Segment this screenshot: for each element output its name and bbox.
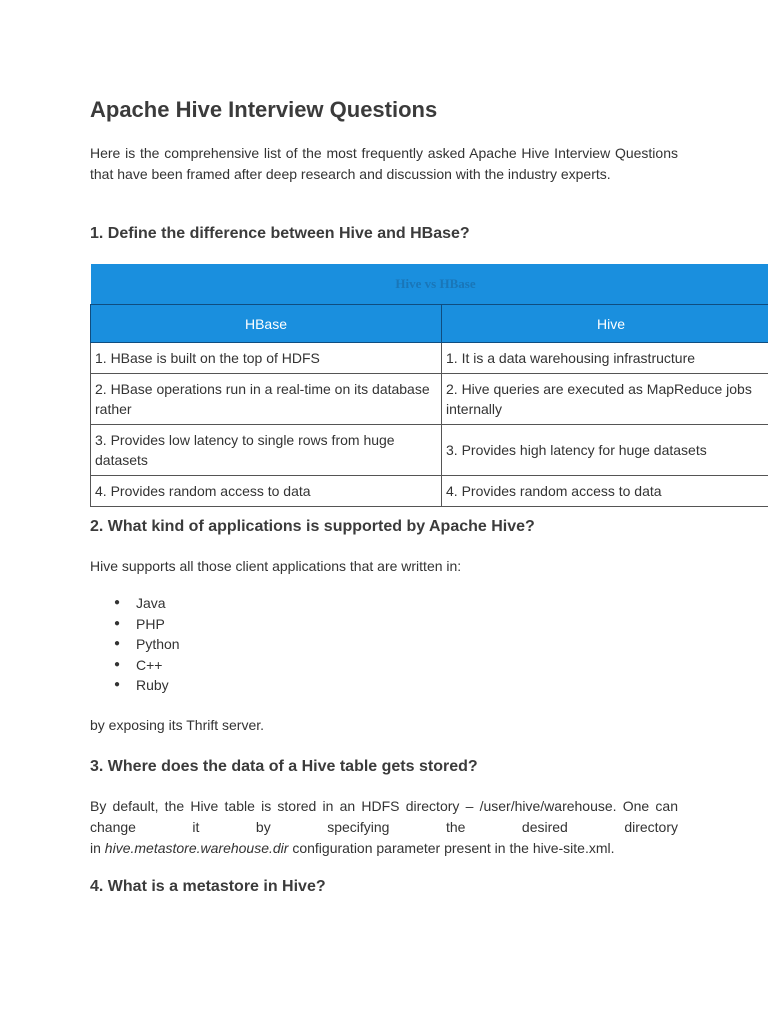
question-2-heading: 2. What kind of applications is supported by Apache Hive? — [90, 518, 535, 535]
table-cell: 1. HBase is built on the top of HDFS — [91, 343, 442, 374]
column-header-hbase: HBase — [91, 305, 442, 343]
list-item-label: PHP — [136, 615, 165, 632]
table-cell: 4. Provides random access to data — [442, 476, 768, 507]
list-item — [90, 614, 180, 635]
bullet-icon: ● — [114, 617, 121, 629]
table-cell: 2. HBase operations run in a real-time on its database rather — [91, 374, 442, 425]
table-cell: 2. Hive queries are executed as MapReduce jobs internally — [442, 374, 768, 425]
question-4-heading: 4. What is a metastore in Hive? — [90, 878, 326, 895]
hive-vs-hbase-table — [90, 264, 768, 507]
answer-3-prefix: in — [90, 840, 105, 856]
question-3-heading: 3. Where does the data of a Hive table gets stored? — [90, 758, 478, 775]
list-item-label: C++ — [136, 656, 163, 673]
table-cell: 1. It is a data warehousing infrastructure — [442, 343, 768, 374]
bullet-icon: ● — [114, 658, 121, 670]
table-row — [91, 425, 768, 476]
answer-3-line-3 — [90, 838, 678, 859]
list-item — [90, 675, 180, 696]
answer-3-paragraph — [90, 796, 678, 859]
answer-2-tail: by exposing its Thrift server. — [90, 717, 265, 733]
table-row — [91, 476, 768, 507]
table-row — [91, 374, 768, 425]
table-row — [91, 343, 768, 374]
list-item-label: Python — [136, 636, 180, 653]
page-title: Apache Hive Interview Questions — [90, 97, 438, 122]
language-list — [90, 593, 180, 696]
answer-3-line-2: change it by specifying the desired directory — [90, 819, 678, 835]
list-item-label: Java — [136, 595, 166, 611]
answer-2-lead: Hive supports all those client applications that are written in: — [90, 558, 462, 574]
bullet-icon: ● — [114, 679, 121, 691]
table-cell: 4. Provides random access to data — [91, 476, 442, 507]
intro-paragraph: Here is the comprehensive list of the most frequently asked Apache Hive Interview Questions that have been framed after deep research and discussion with the industry experts. — [90, 145, 678, 182]
question-1-heading: 1. Define the difference between Hive and HBase? — [90, 225, 470, 242]
bullet-icon: ● — [114, 638, 121, 650]
bullet-icon: ● — [114, 597, 121, 608]
table-cell: 3. Provides low latency to single rows from huge datasets — [91, 425, 442, 476]
answer-3-line-1: By default, the Hive table is stored in an HDFS directory – /user/hive/warehouse. One can — [90, 798, 678, 814]
answer-3-suffix: configuration parameter present in the hive-site.xml. — [288, 840, 615, 856]
list-item-label: Ruby — [136, 677, 169, 694]
list-item — [90, 634, 180, 655]
column-header-hive: Hive — [442, 305, 768, 343]
table-header-row — [91, 305, 768, 343]
list-item — [90, 655, 180, 676]
list-item — [90, 593, 180, 614]
config-parameter-name: hive.metastore.warehouse.dir — [104, 840, 289, 856]
table-cell: 3. Provides high latency for huge datasets — [442, 425, 768, 476]
table-caption-row — [91, 264, 768, 305]
table-caption: Hive vs HBase — [91, 264, 768, 305]
